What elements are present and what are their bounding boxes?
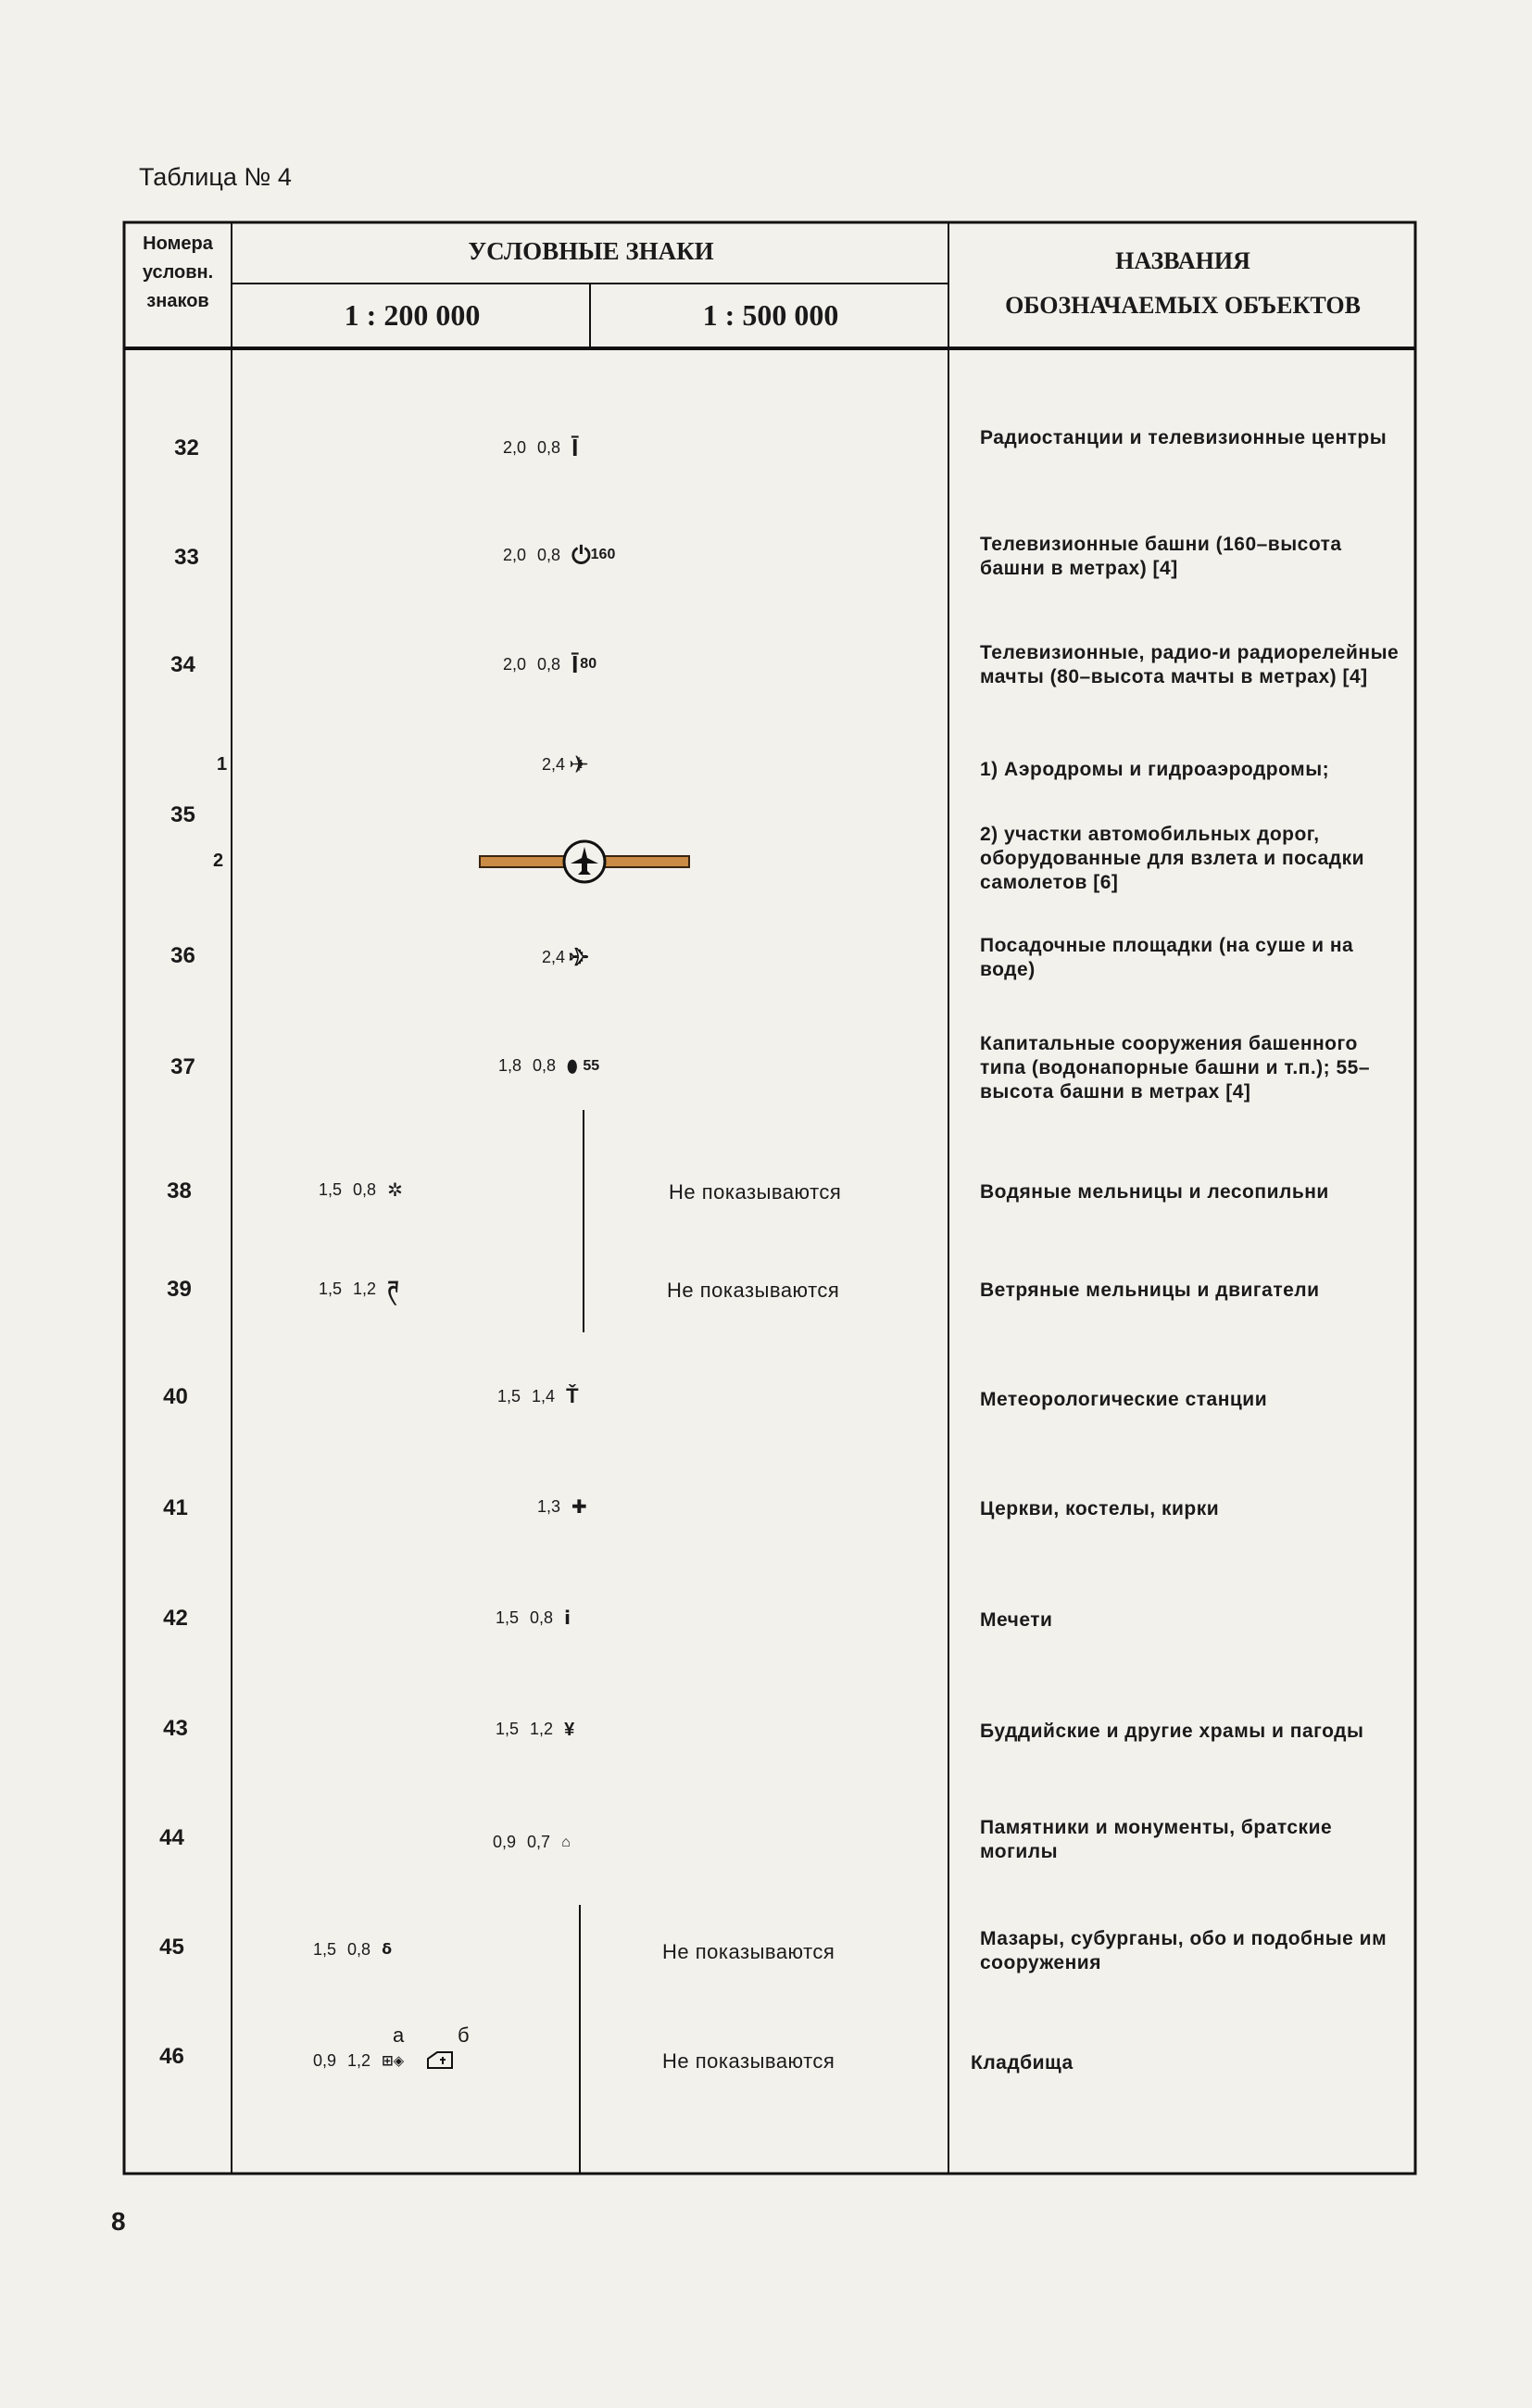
- weather-station-icon: Ť: [566, 1384, 579, 1407]
- cemetery-b-icon: [424, 2049, 456, 2072]
- not-shown-note: Не показываются: [667, 1279, 840, 1302]
- dim-size: 0,8: [347, 1940, 371, 1959]
- windmill-icon: ཊ: [387, 1277, 399, 1300]
- dim-size: 2,0: [503, 545, 527, 564]
- radio-station-icon: Ī: [571, 434, 579, 461]
- cemetery-a-icon: ⊞◈: [382, 2052, 405, 2069]
- header-names-line-2: ОБОЗНАЧАЕМЫХ ОБЪЕКТОВ: [1005, 292, 1361, 319]
- table-caption: Таблица № 4: [139, 163, 292, 191]
- row-number: 41: [163, 1495, 188, 1520]
- sign-45: [313, 1940, 392, 1960]
- highway-runway-icon: [478, 838, 691, 886]
- object-name: Радиостанции и телевизионные центры: [980, 427, 1388, 448]
- object-name: 1) Аэродромы и гидроаэродромы;: [980, 759, 1330, 780]
- mazar-icon: ẟ: [382, 1941, 393, 1958]
- object-name: Мазары, субурганы, обо и подобные им сооружения: [980, 1928, 1388, 1973]
- dim-size: 0,9: [493, 1833, 517, 1851]
- sign-43: [496, 1720, 574, 1739]
- object-name: Ветряные мельницы и двигатели: [980, 1280, 1320, 1301]
- object-name: Телевизионные, радио-и радиорелейные мачты (80–высота мачты в метрах) [4]: [980, 642, 1400, 687]
- radio-mast-icon: Ī: [571, 650, 579, 678]
- church-cross-icon: ✚: [571, 1496, 587, 1518]
- row-number: 45: [159, 1935, 184, 1960]
- header-number-line-1: Номера: [143, 233, 213, 254]
- sign-39: [319, 1279, 399, 1299]
- row-number: 37: [170, 1054, 195, 1079]
- header-number-line-2: условн.: [142, 262, 214, 283]
- sign-34: [503, 652, 596, 676]
- height-label: 80: [580, 656, 597, 672]
- row-number: 36: [170, 943, 195, 968]
- dim-size: 0,8: [537, 545, 561, 564]
- dim-size: 0,8: [537, 437, 561, 457]
- dim-size: 0,9: [313, 2050, 337, 2070]
- header-scale-200000: 1 : 200 000: [344, 298, 481, 332]
- sign-36: [542, 945, 589, 969]
- monument-icon: ⌂: [561, 1834, 571, 1850]
- dim-size: 1,8: [498, 1056, 522, 1075]
- dim-size: 2,0: [503, 654, 527, 674]
- sign-33: [503, 543, 615, 567]
- dim-size: 0,8: [537, 654, 561, 674]
- sign-37: [498, 1056, 599, 1076]
- row-number: 32: [174, 435, 199, 460]
- height-label: 160: [590, 547, 616, 562]
- sign-38: [319, 1180, 403, 1200]
- object-name: Водяные мельницы и лесопильни: [980, 1181, 1329, 1203]
- row-number: 38: [167, 1179, 192, 1204]
- row-number: 35: [170, 802, 195, 827]
- dim-size: 2,0: [503, 437, 527, 457]
- dim-size: 1,5: [496, 1720, 520, 1738]
- header-number-line-3: знаков: [146, 291, 209, 311]
- dim-size: 0,7: [527, 1833, 551, 1851]
- object-name: Метеорологические станции: [980, 1389, 1268, 1410]
- dim-size: 1,5: [313, 1940, 337, 1959]
- sign-32: [503, 435, 578, 460]
- dim-size: 1,2: [530, 1720, 554, 1738]
- dim-size: 0,8: [533, 1056, 557, 1075]
- dim-size: 1,2: [353, 1279, 377, 1298]
- sign-42: [496, 1608, 571, 1628]
- water-mill-icon: ✲: [387, 1179, 403, 1201]
- row-number: 46: [159, 2044, 184, 2069]
- dim-size: 0,8: [530, 1608, 554, 1627]
- object-name: 2) участки автомобильных дорог, оборудованные для взлета и посадки самолетов [6]: [980, 824, 1365, 893]
- sign-46: [313, 2049, 456, 2072]
- sign-44: [493, 1833, 571, 1852]
- object-name: Мечети: [980, 1609, 1053, 1631]
- header-signs: УСЛОВНЫЕ ЗНАКИ: [468, 237, 714, 265]
- pagoda-icon: ¥: [564, 1719, 575, 1740]
- dim-size: 1,5: [497, 1386, 521, 1406]
- dim-size: 0,8: [353, 1180, 377, 1199]
- not-shown-note: Не показываются: [662, 2049, 835, 2073]
- row-number: 42: [163, 1606, 188, 1631]
- variant-b-label: б: [458, 2023, 470, 2047]
- height-label: 55: [583, 1057, 600, 1074]
- row-subnumber: 1: [217, 754, 228, 775]
- row-number: 44: [159, 1825, 184, 1850]
- airplane-icon: ✈: [569, 750, 589, 778]
- variant-a-label: а: [393, 2023, 405, 2047]
- tv-tower-icon: ⏻: [571, 541, 591, 569]
- sign-40: [497, 1386, 579, 1406]
- water-tower-icon: ⬮: [567, 1056, 578, 1076]
- row-number: 33: [174, 545, 199, 570]
- not-shown-note: Не показываются: [662, 1940, 835, 1963]
- sign-41: [537, 1497, 587, 1517]
- row-number: 40: [163, 1384, 188, 1409]
- dim-size: 2,4: [542, 947, 566, 966]
- row-subnumber: 2: [213, 851, 224, 871]
- row-number: 43: [163, 1716, 188, 1741]
- sign-35-1: [542, 752, 589, 776]
- dim-size: 1,5: [319, 1279, 343, 1298]
- object-name: Памятники и монументы, братские могилы: [980, 1817, 1333, 1862]
- object-name: Капитальные сооружения башенного типа (водонапорные башни и т.п.); 55–высота башни в метрах [4]: [980, 1033, 1371, 1103]
- dim-size: 2,4: [542, 754, 566, 774]
- object-name: Церкви, костелы, кирки: [980, 1498, 1220, 1519]
- not-shown-note: Не показываются: [669, 1180, 842, 1204]
- header-number-column: [126, 230, 230, 316]
- dim-size: 1,5: [319, 1180, 343, 1199]
- object-name: Буддийские и другие храмы и пагоды: [980, 1721, 1364, 1742]
- object-name: Телевизионные башни (160–высота башни в метрах) [4]: [980, 534, 1342, 579]
- dim-size: 1,4: [532, 1386, 556, 1406]
- dim-size: 1,2: [347, 2050, 371, 2070]
- row-number: 34: [170, 652, 195, 677]
- mosque-icon: ⅰ: [564, 1607, 571, 1629]
- landing-pad-icon: ✈: [569, 943, 589, 971]
- header-scale-500000: 1 : 500 000: [702, 298, 839, 332]
- row-number: 39: [167, 1277, 192, 1302]
- object-name: Посадочные площадки (на суше и на воде): [980, 935, 1354, 980]
- dim-size: 1,5: [496, 1608, 520, 1627]
- dim-size: 1,3: [537, 1497, 561, 1516]
- object-name: Кладбища: [971, 2052, 1074, 2074]
- header-names-column: [950, 239, 1415, 328]
- page-number: 8: [111, 2207, 126, 2236]
- header-names-line-1: НАЗВАНИЯ: [1115, 247, 1250, 274]
